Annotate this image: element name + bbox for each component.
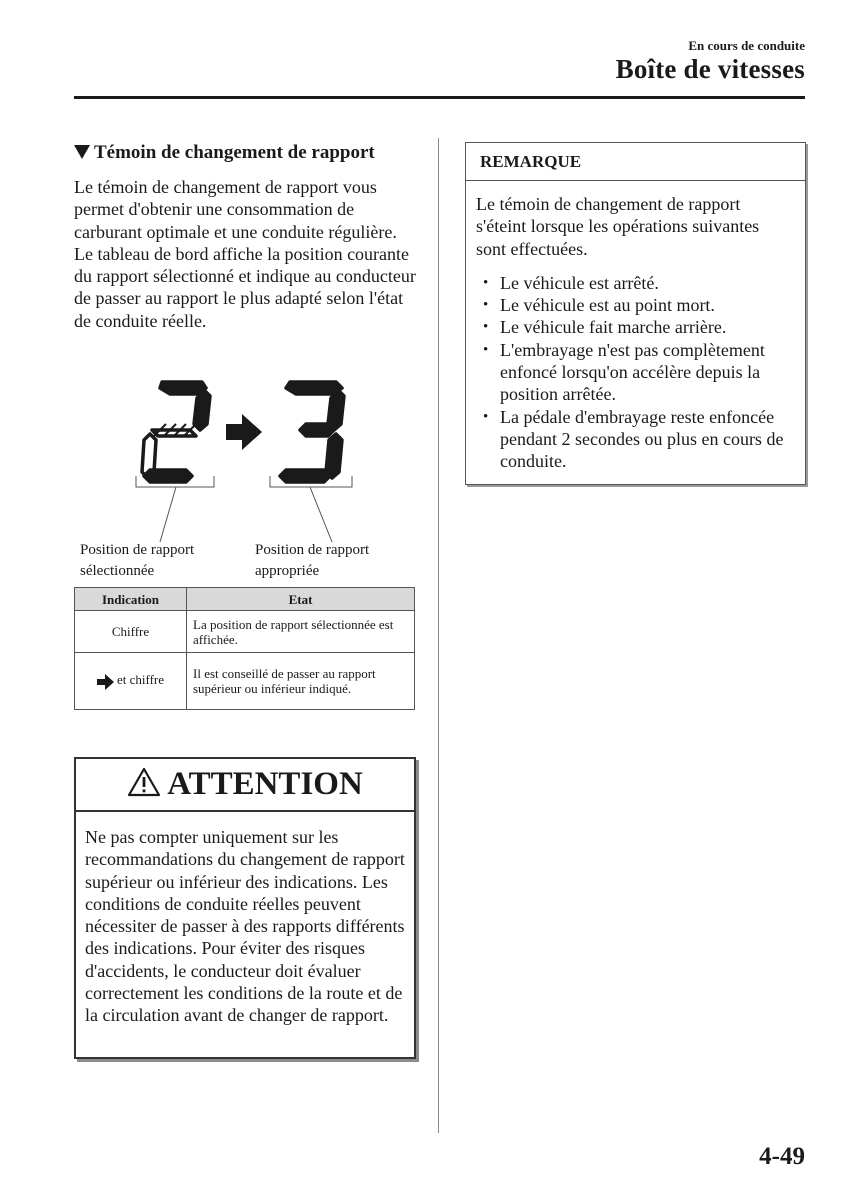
remarque-body xyxy=(466,181,805,473)
label-appropriate-position: Position de rapport appropriée xyxy=(255,542,370,579)
table-header-row xyxy=(75,588,415,611)
table-row xyxy=(75,611,415,653)
table-cell-indication: et chiffre xyxy=(75,653,187,710)
table-cell-etat: La position de rapport sélectionnée est affichée. xyxy=(187,611,415,653)
table-row xyxy=(75,653,415,710)
remarque-box xyxy=(465,142,806,485)
gear-shift-figure xyxy=(74,372,419,552)
triangle-down-icon xyxy=(74,145,90,159)
table-header-etat: Etat xyxy=(187,588,415,611)
attention-text: Ne pas compter uniquement sur les recommandations du changement de rapport supérieur ou inférieur des indications. Les conditions de conduite réelles peuvent nécessiter de passer à des rapports différents des indications. Pour éviter des risques d'accidents, le conducteur doit évaluer correctement les conditions de la route et de la circulation avant de changer de rapport. xyxy=(85,827,405,1026)
column-divider xyxy=(438,138,439,1133)
list-item: • Le véhicule est arrêté. xyxy=(476,272,793,294)
arrow-right-icon xyxy=(97,674,115,690)
remarque-intro: Le témoin de changement de rapport s'éteint lorsque les opérations suivantes sont effectuées. xyxy=(476,194,760,259)
table-header-indication: Indication xyxy=(75,588,187,611)
callout-lines xyxy=(136,476,352,542)
table-cell-indication: Chiffre xyxy=(75,611,187,653)
section-title-text: Témoin de changement de rapport xyxy=(94,142,375,163)
header-title: Boîte de vitesses xyxy=(615,54,805,84)
gear-digit-2 xyxy=(142,382,210,482)
warning-triangle-icon xyxy=(127,767,161,797)
remarque-list xyxy=(476,272,793,473)
header-section-label: En cours de conduite xyxy=(688,38,805,53)
attention-title: ATTENTION xyxy=(167,766,363,802)
shift-arrow-icon xyxy=(226,414,262,450)
remarque-header: REMARQUE xyxy=(466,143,805,181)
section-title xyxy=(74,142,375,164)
list-item: • L'embrayage n'est pas complètement enfoncé lorsqu'on accélère depuis la position arrêtée. xyxy=(476,339,793,406)
table-cell-etat: Il est conseillé de passer au rapport supérieur ou inférieur indiqué. xyxy=(187,653,415,710)
list-item: • Le véhicule fait marche arrière. xyxy=(476,316,793,338)
label-selected-position: Position de rapport sélectionnée xyxy=(80,542,195,579)
page-number: 4-49 xyxy=(759,1143,805,1170)
gear-digit-3 xyxy=(280,382,344,482)
attention-header xyxy=(76,759,414,812)
intro-paragraph: Le témoin de changement de rapport vous permet d'obtenir une consommation de carburant optimale et une conduite régulière. Le tableau de bord affiche la position courante du rapport sélectionné et indique au conducteur de passer au rapport le plus adapté selon l'état de conduite réelle. xyxy=(74,177,416,331)
attention-box xyxy=(74,757,416,1059)
header-rule xyxy=(74,96,805,99)
indication-table xyxy=(74,587,415,710)
list-item: • La pédale d'embrayage reste enfoncée pendant 2 secondes ou plus en cours de conduite. xyxy=(476,406,793,473)
list-item: • Le véhicule est au point mort. xyxy=(476,294,793,316)
